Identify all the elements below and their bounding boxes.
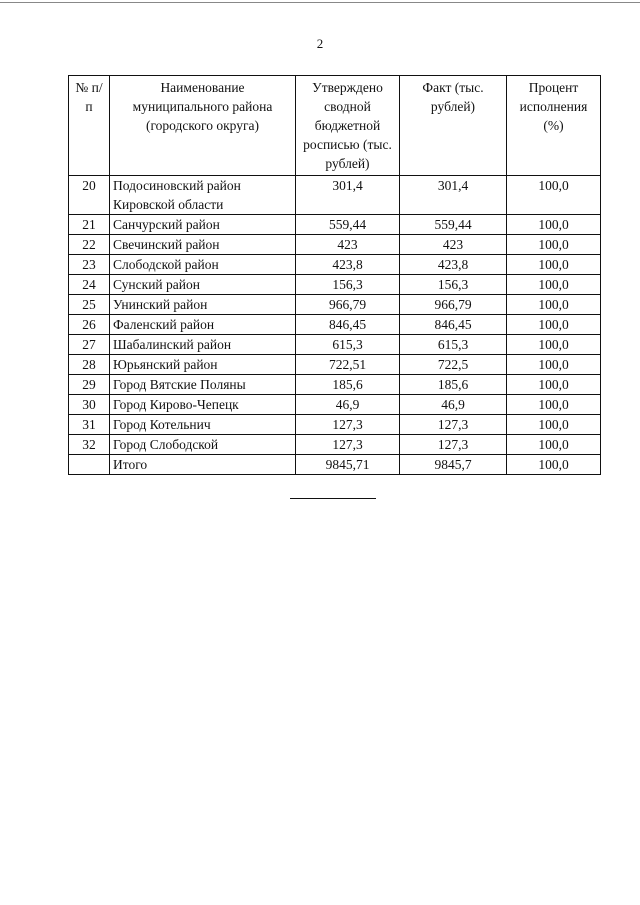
cell-fact: 127,3 xyxy=(400,415,507,435)
cell-approved: 301,4 xyxy=(296,176,400,215)
cell-percent: 100,0 xyxy=(507,215,601,235)
cell-percent: 100,0 xyxy=(507,415,601,435)
cell-percent: 100,0 xyxy=(507,235,601,255)
cell-percent: 100,0 xyxy=(507,355,601,375)
table-row xyxy=(69,255,601,275)
cell-num: 31 xyxy=(69,415,110,435)
cell-approved: 846,45 xyxy=(296,315,400,335)
cell-num: 24 xyxy=(69,275,110,295)
header-approved: Утверждено сводной бюджетной росписью (тыс. рублей) xyxy=(296,76,400,176)
cell-approved: 966,79 xyxy=(296,295,400,315)
cell-percent: 100,0 xyxy=(507,455,601,475)
cell-num: 25 xyxy=(69,295,110,315)
cell-fact: 9845,7 xyxy=(400,455,507,475)
cell-name: Шабалинский район xyxy=(110,335,296,355)
table-row xyxy=(69,415,601,435)
cell-num: 23 xyxy=(69,255,110,275)
header-num: № п/п xyxy=(69,76,110,176)
cell-approved: 127,3 xyxy=(296,415,400,435)
table-row xyxy=(69,395,601,415)
table-row xyxy=(69,215,601,235)
cell-approved: 722,51 xyxy=(296,355,400,375)
cell-fact: 722,5 xyxy=(400,355,507,375)
cell-percent: 100,0 xyxy=(507,255,601,275)
cell-num: 30 xyxy=(69,395,110,415)
cell-name: Итого xyxy=(110,455,296,475)
page-number: 2 xyxy=(316,36,324,51)
cell-percent: 100,0 xyxy=(507,395,601,415)
table-header-row xyxy=(69,76,601,176)
table-row xyxy=(69,355,601,375)
cell-approved: 423,8 xyxy=(296,255,400,275)
cell-fact: 559,44 xyxy=(400,215,507,235)
cell-fact: 423,8 xyxy=(400,255,507,275)
cell-approved: 615,3 xyxy=(296,335,400,355)
table-row xyxy=(69,275,601,295)
cell-percent: 100,0 xyxy=(507,435,601,455)
cell-name: Город Вятские Поляны xyxy=(110,375,296,395)
table-body xyxy=(69,176,601,475)
cell-name: Фаленский район xyxy=(110,315,296,335)
cell-fact: 423 xyxy=(400,235,507,255)
table-row xyxy=(69,315,601,335)
cell-fact: 156,3 xyxy=(400,275,507,295)
cell-num xyxy=(69,455,110,475)
cell-fact: 185,6 xyxy=(400,375,507,395)
cell-num: 32 xyxy=(69,435,110,455)
cell-approved: 156,3 xyxy=(296,275,400,295)
top-border-line xyxy=(0,2,640,3)
header-name: Наименование муниципального района (городского округа) xyxy=(110,76,296,176)
header-fact: Факт (тыс. рублей) xyxy=(400,76,507,176)
table-row xyxy=(69,435,601,455)
table-row xyxy=(69,176,601,215)
table-row xyxy=(69,295,601,315)
cell-approved: 46,9 xyxy=(296,395,400,415)
cell-percent: 100,0 xyxy=(507,295,601,315)
end-of-document-line xyxy=(290,498,376,499)
cell-name: Слободской район xyxy=(110,255,296,275)
cell-fact: 46,9 xyxy=(400,395,507,415)
cell-num: 27 xyxy=(69,335,110,355)
table-row xyxy=(69,335,601,355)
cell-num: 22 xyxy=(69,235,110,255)
cell-name: Юрьянский район xyxy=(110,355,296,375)
table-row xyxy=(69,375,601,395)
cell-num: 21 xyxy=(69,215,110,235)
cell-approved: 423 xyxy=(296,235,400,255)
cell-num: 29 xyxy=(69,375,110,395)
cell-name: Санчурский район xyxy=(110,215,296,235)
cell-fact: 966,79 xyxy=(400,295,507,315)
cell-percent: 100,0 xyxy=(507,176,601,215)
cell-fact: 301,4 xyxy=(400,176,507,215)
cell-name: Свечинский район xyxy=(110,235,296,255)
cell-percent: 100,0 xyxy=(507,315,601,335)
cell-approved: 185,6 xyxy=(296,375,400,395)
cell-num: 26 xyxy=(69,315,110,335)
cell-percent: 100,0 xyxy=(507,375,601,395)
table-total-row xyxy=(69,455,601,475)
cell-name: Город Кирово-Чепецк xyxy=(110,395,296,415)
cell-name: Город Слободской xyxy=(110,435,296,455)
cell-fact: 615,3 xyxy=(400,335,507,355)
cell-num: 28 xyxy=(69,355,110,375)
table-row xyxy=(69,235,601,255)
cell-approved: 127,3 xyxy=(296,435,400,455)
budget-execution-table xyxy=(68,75,601,475)
cell-num: 20 xyxy=(69,176,110,215)
cell-approved: 9845,71 xyxy=(296,455,400,475)
cell-name: Подосиновский район Кировской области xyxy=(110,176,296,215)
cell-approved: 559,44 xyxy=(296,215,400,235)
cell-name: Сунский район xyxy=(110,275,296,295)
cell-name: Унинский район xyxy=(110,295,296,315)
cell-fact: 846,45 xyxy=(400,315,507,335)
cell-fact: 127,3 xyxy=(400,435,507,455)
cell-percent: 100,0 xyxy=(507,335,601,355)
cell-name: Город Котельнич xyxy=(110,415,296,435)
cell-percent: 100,0 xyxy=(507,275,601,295)
header-percent: Процент исполнения (%) xyxy=(507,76,601,176)
